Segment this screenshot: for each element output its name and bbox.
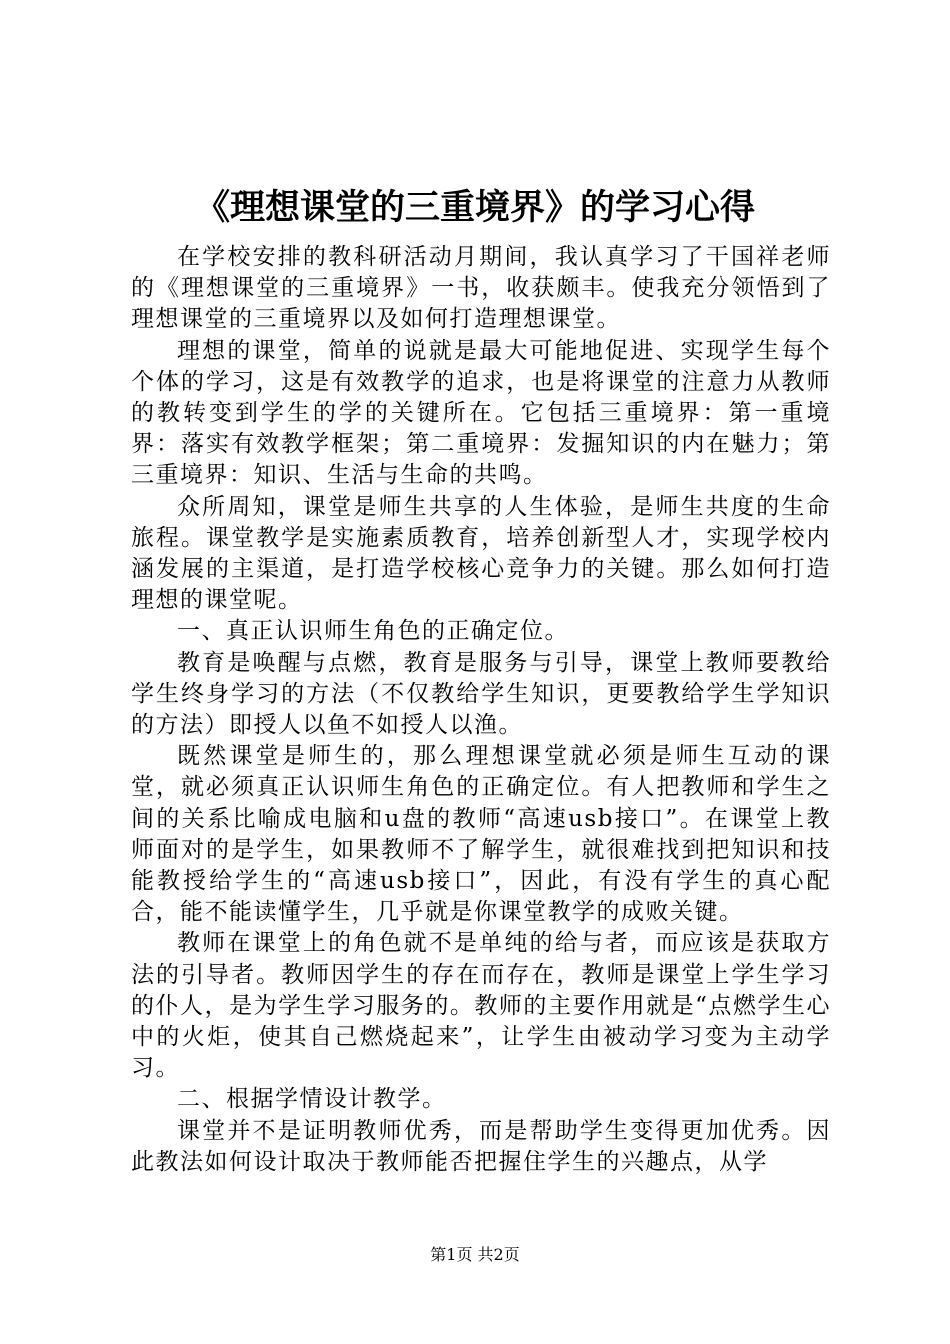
section-heading-1: 一、真正认识师生角色的正确定位。 [177, 618, 569, 645]
paragraph-5: 既然课堂是师生的，那么理想课堂就必须是师生互动的课堂，就必须真正认识师生角色的正确定位。有人把教师和学生之间的关系比喻成电脑和u盘的教师“高速usb接口”。在课堂上教师面对的是学生，如果教师不了解学生，就很难找到把知识和技能教授给学生的“高速usb接口”，因此，有没有学生的真心配合，能不能读懂学生，几乎就是你课堂教学的成败关键。 [131, 743, 831, 926]
paragraph-6: 教师在课堂上的角色就不是单纯的给与者，而应该是获取方法的引导者。教师因学生的存在而存在，教师是课堂上学生学习的仆人，是为学生学习服务的。教师的主要作用就是“点燃学生心中的火炬，使其自己燃烧起来”，让学生由被动学习变为主动学习。 [131, 930, 831, 1082]
page-number-footer: 第1页 共2页 [430, 1245, 520, 1264]
document-body [131, 242, 831, 1178]
paragraph-1: 在学校安排的教科研活动月期间，我认真学习了干国祥老师的《理想课堂的三重境界》一书，收获颇丰。使我充分领悟到了理想课堂的三重境界以及如何打造理想课堂。 [131, 244, 831, 333]
paragraph-7: 课堂并不是证明教师优秀，而是帮助学生变得更加优秀。因此教法如何设计取决于教师能否把握住学生的兴趣点，从学 [131, 1117, 831, 1175]
section-heading-2: 二、根据学情设计教学。 [177, 1086, 447, 1113]
paragraph-2: 理想的课堂，简单的说就是最大可能地促进、实现学生每个个体的学习，这是有效教学的追求，也是将课堂的注意力从教师的教转变到学生的学的关键所在。它包括三重境界：第一重境界：落实有效教学框架；第二重境界：发掘知识的内在魅力；第三重境界：知识、生活与生命的共鸣。 [131, 337, 831, 489]
document-title: 《理想课堂的三重境界》的学习心得 [194, 187, 755, 228]
paragraph-3: 众所周知，课堂是师生共享的人生体验，是师生共度的生命旅程。课堂教学是实施素质教育，培养创新型人才，实现学校内涵发展的主渠道，是打造学校核心竞争力的关键。那么如何打造理想的课堂呢。 [131, 493, 831, 614]
paragraph-4: 教育是唤醒与点燃，教育是服务与引导，课堂上教师要教给学生终身学习的方法（不仅教给学生知识，更要教给学生学知识的方法）即授人以鱼不如授人以渔。 [131, 649, 831, 739]
